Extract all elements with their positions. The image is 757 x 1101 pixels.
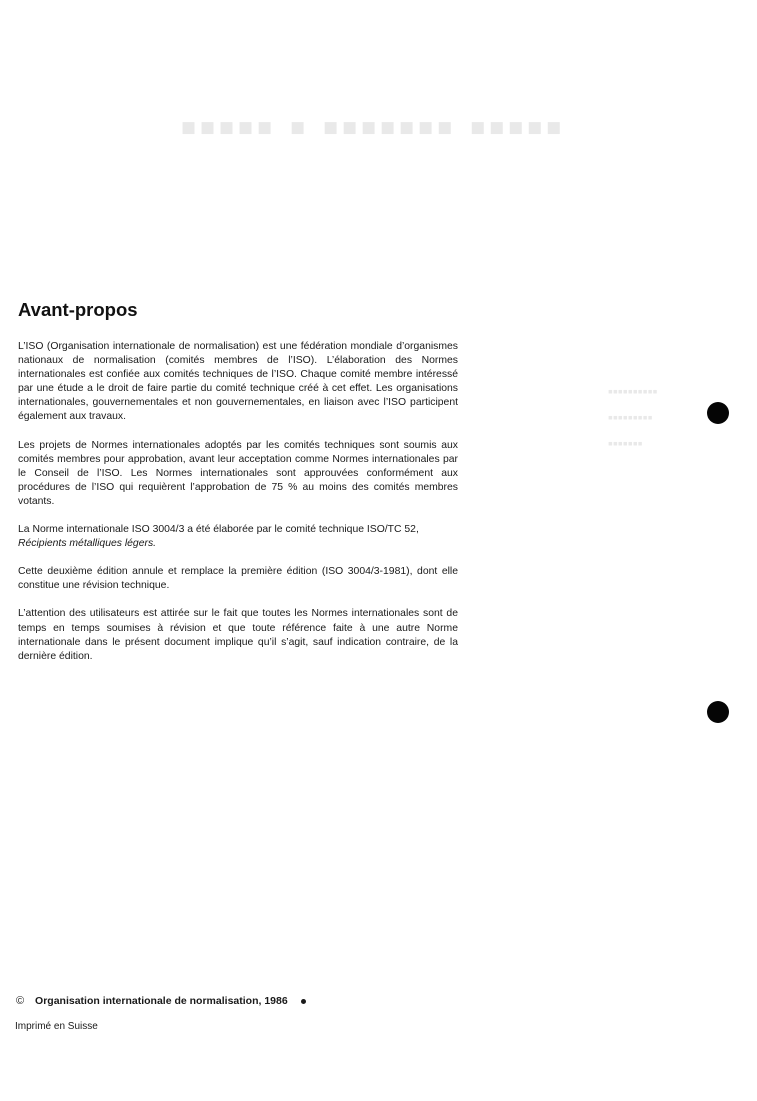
punch-hole [707, 402, 729, 424]
punch-hole [707, 701, 729, 723]
page-title: Avant-propos [18, 299, 138, 320]
printed-in: Imprimé en Suisse [15, 1021, 98, 1032]
paragraph-iso-description: L’ISO (Organisation internationale de normalisation) est une fédération mondiale d’organismes nationaux de normalisation (comités membres de l’ISO). L’élaboration des Normes internationales est confiée aux comités techniques de l’ISO. Chaque comité membre intéressé par une étude a le droit de faire partie du comité technique créé à cet effet. Les organisations internationales, gouvernementales et non gouvernementales, en liaison avec l’ISO participent également aux travaux. [18, 341, 458, 423]
paragraph-revision-notice: L’attention des utilisateurs est attirée sur le fait que toutes les Normes internationales sont de temps en temps soumises à révision et que toute référence faite à une autre Norme internationale dans le présent document implique qu’il s’agit, sauf indication contraire, de la dernière édition. [18, 608, 458, 662]
show-through-text: ▪▪▪▪▪ ▪ ▪▪▪▪▪▪▪ ▪▪▪▪▪ [180, 101, 565, 154]
bullet-icon [301, 999, 306, 1004]
paragraph-committee [18, 523, 458, 551]
paragraph-edition: Cette deuxième édition annule et remplace la première édition (ISO 3004/3-1981), dont elle constitue une révision technique. [18, 566, 458, 592]
copyright-symbol: © [16, 995, 25, 1007]
foreword-body [18, 340, 458, 678]
copyright-organisation: Organisation internationale de normalisation, 1986 [35, 995, 288, 1007]
copyright-line [16, 995, 306, 1007]
paragraph-approval: Les projets de Normes internationales adoptés par les comités techniques sont soumis aux comités membres pour approbation, avant leur acceptation comme Normes internationales par le Conseil de l’ISO. Les Normes internationales sont approuvées conformément aux procédures de l’ISO qui requièrent l’approbation de 75 % au moins des comités membres votants. [18, 439, 458, 507]
committee-title: Récipients métalliques légers. [18, 538, 157, 550]
show-through-text: ▪▪▪▪▪▪▪▪▪▪ ▪▪▪▪▪▪▪▪▪ ▪▪▪▪▪▪▪ [608, 385, 658, 452]
committee-statement: La Norme internationale ISO 3004/3 a été élaborée par le comité technique ISO/TC 52, [18, 524, 419, 536]
